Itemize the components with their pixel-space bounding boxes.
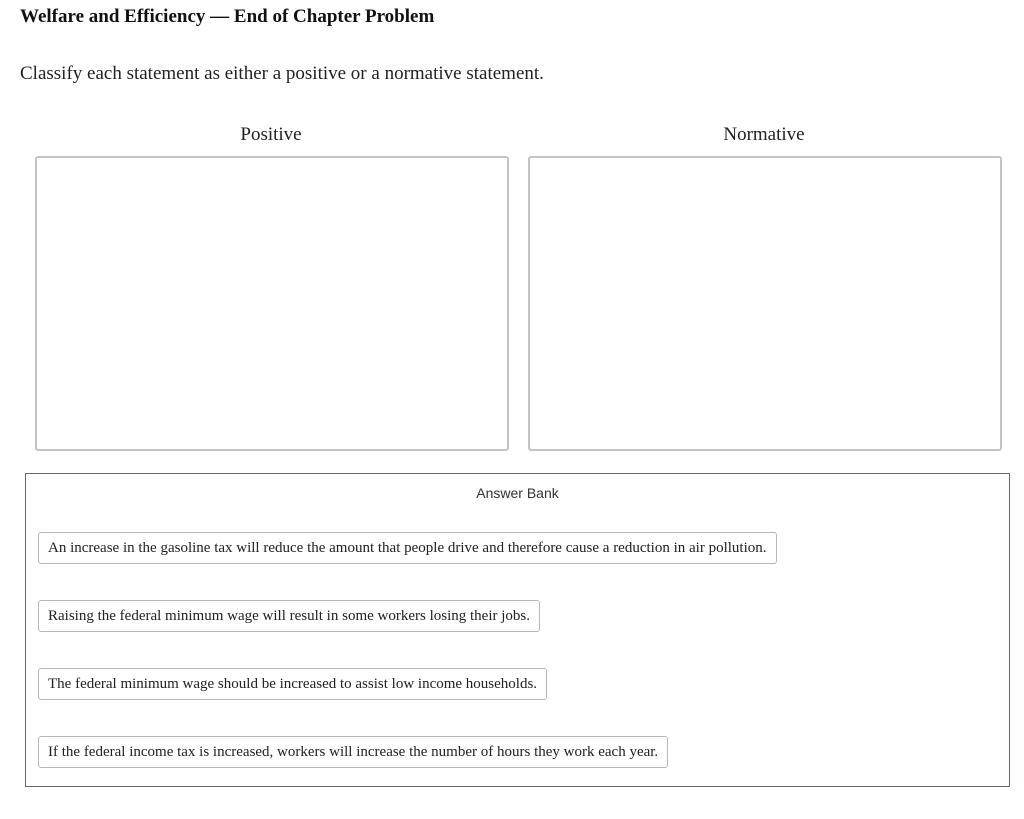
answer-bank-title: Answer Bank [476,485,559,501]
page-title: Welfare and Efficiency — End of Chapter Problem [20,6,435,27]
positive-column-label: Positive [240,124,302,145]
answer-chip-income-tax-hours[interactable]: If the federal income tax is increased, workers will increase the number of hours they work each year. [38,736,668,768]
positive-drop-zone[interactable] [35,156,509,451]
answer-chip-minimum-wage-should-increase[interactable]: The federal minimum wage should be increased to assist low income households. [38,668,547,700]
normative-column-label: Normative [723,124,805,145]
normative-drop-zone[interactable] [528,156,1002,451]
answer-chip-gasoline-tax[interactable]: An increase in the gasoline tax will reduce the amount that people drive and therefore cause a reduction in air pollution. [38,532,777,564]
answer-bank [25,473,1010,787]
question-instruction: Classify each statement as either a positive or a normative statement. [20,63,544,84]
answer-chip-minimum-wage-jobs[interactable]: Raising the federal minimum wage will result in some workers losing their jobs. [38,600,540,632]
